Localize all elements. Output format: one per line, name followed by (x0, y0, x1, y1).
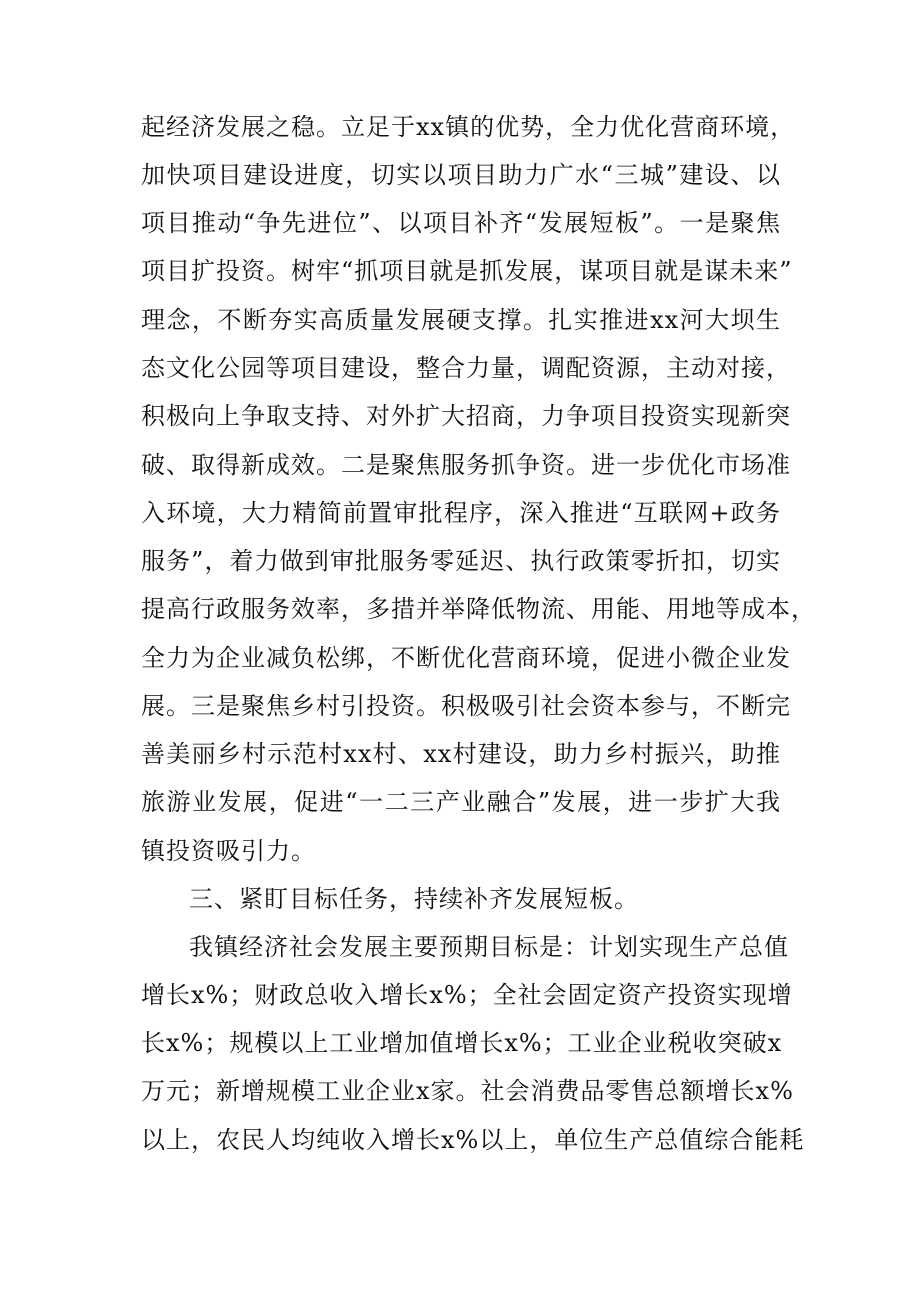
text-line: 展。三是聚焦乡村引投资。积极吸引社会资本参与，不断完 (141, 692, 791, 720)
text-line: 增长x%；财政总收入增长x%；全社会固定资产投资实现增 (141, 981, 793, 1009)
text-line: 全力为企业减负松绑，不断优化营商环境，促进小微企业发 (141, 644, 791, 672)
text-line: 理念，不断夯实高质量发展硬支撑。扎实推进xx河大坝生 (141, 306, 781, 334)
text-line: 善美丽乡村示范村xx村、xx村建设，助力乡村振兴，助推 (141, 740, 781, 768)
text-line: 提高行政服务效率，多措并举降低物流、用能、用地等成本， (141, 595, 816, 623)
text-line: 起经济发展之稳。立足于xx镇的优势，全力优化营商环境， (141, 113, 796, 141)
text-line: 项目扩投资。树牢“抓项目就是抓发展，谋项目就是谋未来” (141, 257, 793, 285)
text-line: 积极向上争取支持、对外扩大招商，力争项目投资实现新突 (141, 402, 791, 430)
text-line: 破、取得新成效。二是聚焦服务抓争资。进一步优化市场准 (141, 451, 791, 479)
text-line: 长x%；规模以上工业增加值增长x%；工业企业税收突破x (141, 1029, 783, 1057)
text-line: 我镇经济社会发展主要预期目标是：计划实现生产总值 (189, 933, 789, 961)
text-line: 项目推动“争先进位”、以项目补齐“发展短板”。一是聚焦 (141, 209, 781, 237)
section-heading: 三、紧盯目标任务，持续补齐发展短板。 (189, 885, 639, 913)
text-line: 以上，农民人均纯收入增长x%以上，单位生产总值综合能耗 (141, 1126, 805, 1154)
text-line: 服务”，着力做到审批服务零延迟、执行政策零折扣，切实 (141, 547, 781, 575)
text-line: 旅游业发展，促进“一二三产业融合”发展，进一步扩大我 (141, 788, 781, 816)
text-line: 加快项目建设进度，切实以项目助力广水“三城”建设、以 (141, 161, 781, 189)
text-line: 态文化公园等项目建设，整合力量，调配资源，主动对接， (141, 354, 791, 382)
text-line: 入环境，大力精简前置审批程序，深入推进“互联网+政务 (141, 499, 781, 527)
text-line: 万元；新增规模工业企业x家。社会消费品零售总额增长x% (141, 1077, 794, 1105)
text-line: 镇投资吸引力。 (141, 837, 316, 865)
